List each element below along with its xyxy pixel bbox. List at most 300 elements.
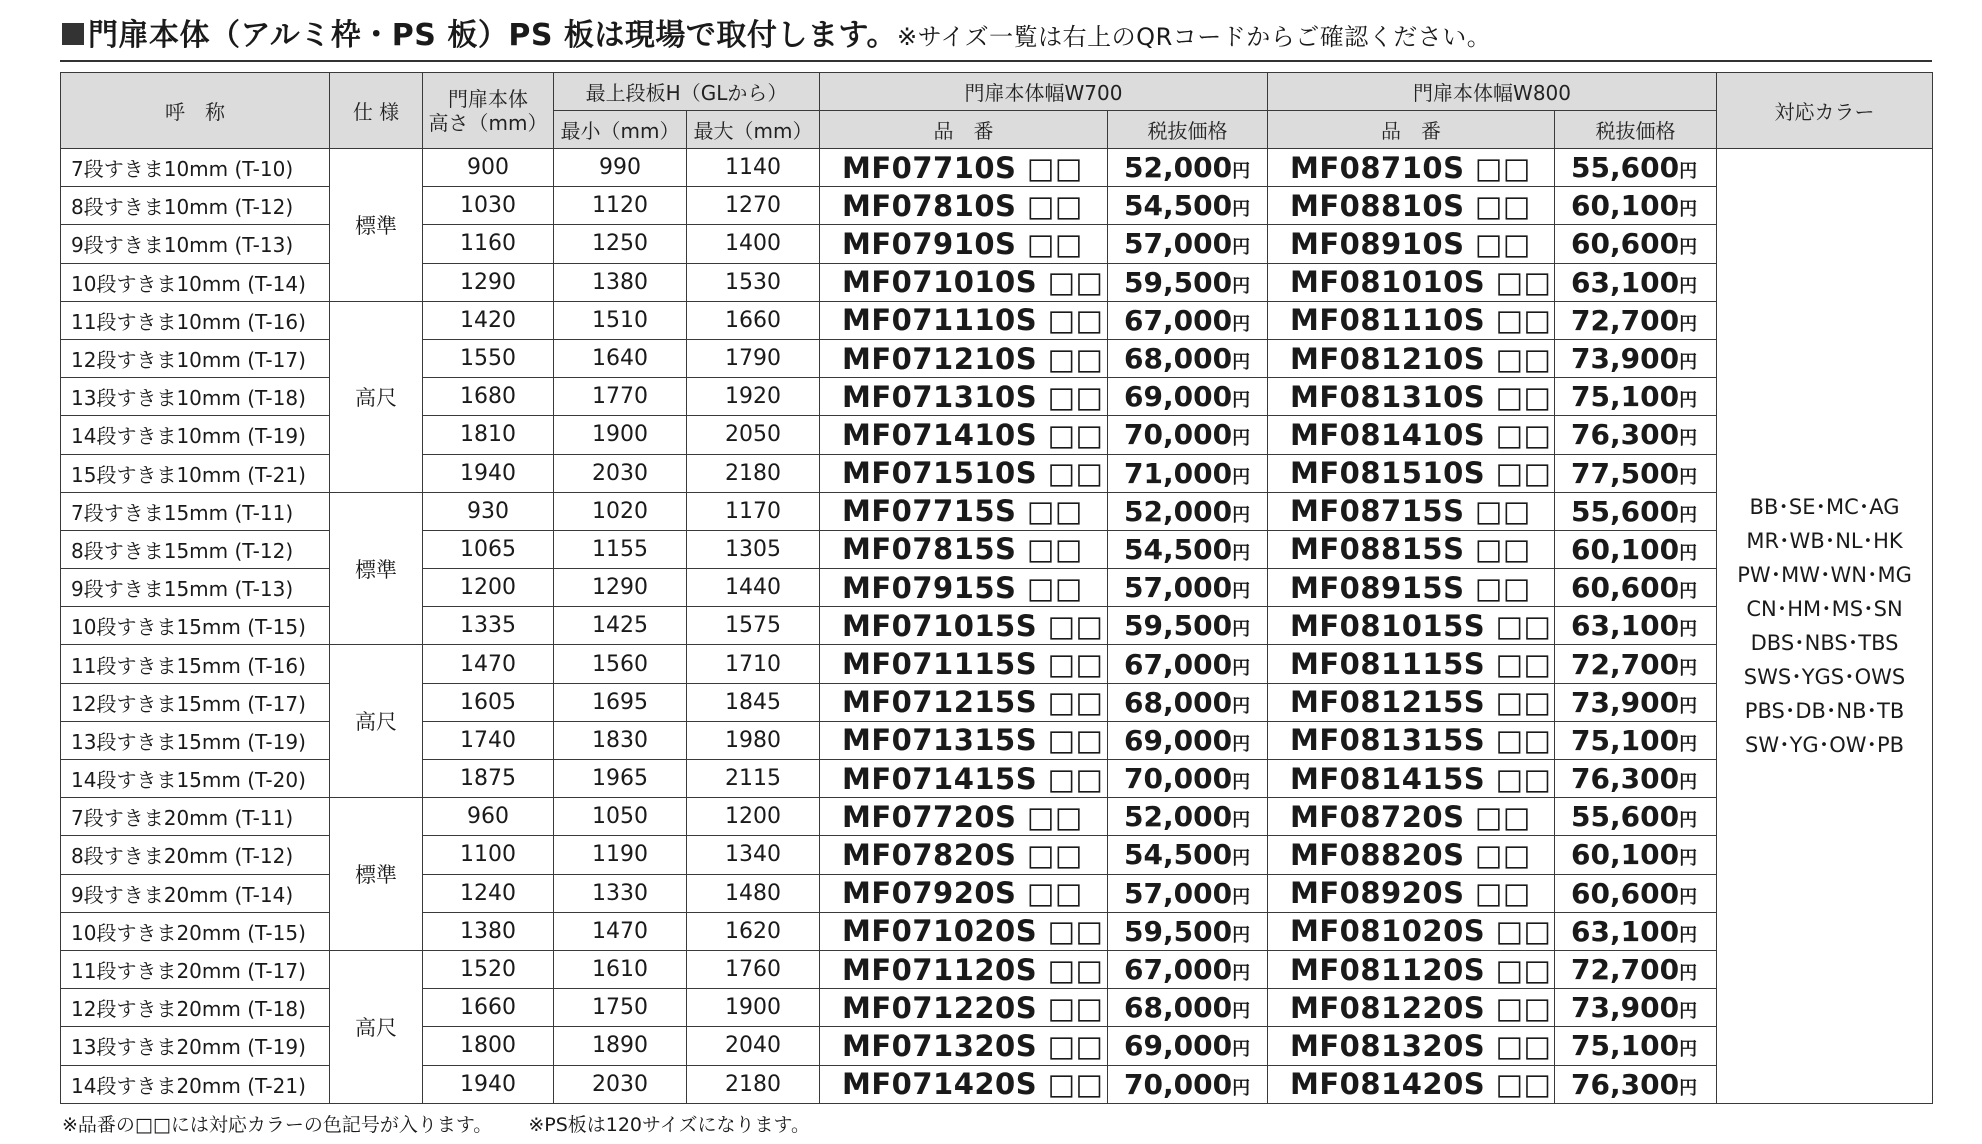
w800-code: MF081415S □□	[1268, 760, 1555, 798]
row-min: 1120	[554, 187, 687, 225]
w700-price	[1108, 645, 1268, 683]
row-max: 2180	[687, 454, 820, 492]
w700-price	[1108, 454, 1268, 492]
w700-code: MF071215S □□	[820, 683, 1108, 721]
price-value: 59,500	[1124, 914, 1233, 948]
row-name: 8段すきま10mm (T-12)	[61, 187, 330, 225]
row-max: 1575	[687, 607, 820, 645]
header-w700-price: 税抜価格	[1108, 111, 1268, 149]
w800-price	[1555, 492, 1717, 530]
row-min: 990	[554, 149, 687, 187]
yen-unit: 円	[1232, 619, 1251, 641]
w700-code: MF07810S □□	[820, 187, 1108, 225]
header-min: 最小（mm）	[554, 111, 687, 149]
price-value: 75,100	[1571, 1029, 1680, 1063]
row-name: 13段すきま15mm (T-19)	[61, 721, 330, 759]
w700-price	[1108, 492, 1268, 530]
price-value: 68,000	[1124, 991, 1233, 1025]
price-value: 60,100	[1571, 838, 1680, 872]
row-name: 14段すきま20mm (T-21)	[61, 1065, 330, 1103]
table-row	[61, 798, 1933, 836]
row-min: 1190	[554, 836, 687, 874]
row-height: 1160	[423, 225, 554, 263]
price-value: 55,600	[1571, 494, 1680, 528]
w800-code: MF081010S □□	[1268, 263, 1555, 301]
row-height: 1940	[423, 454, 554, 492]
yen-unit: 円	[1679, 390, 1698, 412]
w800-price	[1555, 225, 1717, 263]
table-row	[61, 950, 1933, 988]
w700-price	[1108, 187, 1268, 225]
w800-code: MF08815S □□	[1268, 530, 1555, 568]
yen-unit: 円	[1232, 199, 1251, 221]
row-min: 2030	[554, 454, 687, 492]
price-value: 76,300	[1571, 762, 1680, 796]
w700-price	[1108, 760, 1268, 798]
yen-unit: 円	[1232, 161, 1251, 183]
color-list	[1717, 149, 1933, 1104]
row-min: 1330	[554, 874, 687, 912]
w800-price	[1555, 989, 1717, 1027]
yen-unit: 円	[1232, 772, 1251, 794]
yen-unit: 円	[1232, 313, 1251, 335]
yen-unit: 円	[1232, 886, 1251, 908]
price-value: 54,500	[1124, 189, 1233, 223]
yen-unit: 円	[1679, 1077, 1698, 1099]
w800-price	[1555, 187, 1717, 225]
price-value: 67,000	[1124, 647, 1233, 681]
price-value: 72,700	[1571, 303, 1680, 337]
yen-unit: 円	[1232, 1001, 1251, 1023]
row-height: 1335	[423, 607, 554, 645]
price-value: 60,600	[1571, 571, 1680, 605]
price-value: 71,000	[1124, 456, 1233, 490]
header-spec: 仕 様	[330, 73, 423, 149]
w800-code: MF081215S □□	[1268, 683, 1555, 721]
w800-price	[1555, 263, 1717, 301]
yen-unit: 円	[1232, 695, 1251, 717]
w700-price	[1108, 1027, 1268, 1065]
w800-price	[1555, 607, 1717, 645]
row-min: 1250	[554, 225, 687, 263]
row-max: 2115	[687, 760, 820, 798]
row-max: 1900	[687, 989, 820, 1027]
row-name: 7段すきま10mm (T-10)	[61, 149, 330, 187]
yen-unit: 円	[1679, 428, 1698, 450]
row-height: 1100	[423, 836, 554, 874]
w800-code: MF08920S □□	[1268, 874, 1555, 912]
w700-code: MF071120S □□	[820, 950, 1108, 988]
footnotes	[62, 1110, 810, 1137]
color-code-line: CN･HM･MS･SN	[1746, 596, 1903, 621]
table-row	[61, 149, 1933, 187]
w700-code: MF071320S □□	[820, 1027, 1108, 1065]
w800-price	[1555, 950, 1717, 988]
w800-price	[1555, 149, 1717, 187]
w700-code: MF07820S □□	[820, 836, 1108, 874]
yen-unit: 円	[1232, 352, 1251, 374]
w800-code: MF081410S □□	[1268, 416, 1555, 454]
row-height: 1420	[423, 301, 554, 339]
w800-code: MF08915S □□	[1268, 569, 1555, 607]
w700-code: MF071020S □□	[820, 912, 1108, 950]
row-max: 1170	[687, 492, 820, 530]
w800-price	[1555, 798, 1717, 836]
header-colors: 対応カラー	[1717, 73, 1933, 149]
row-min: 1020	[554, 492, 687, 530]
price-value: 69,000	[1124, 723, 1233, 757]
price-value: 68,000	[1124, 342, 1233, 376]
row-max: 1140	[687, 149, 820, 187]
yen-unit: 円	[1679, 161, 1698, 183]
yen-unit: 円	[1232, 275, 1251, 297]
row-min: 1380	[554, 263, 687, 301]
w700-code: MF071310S □□	[820, 378, 1108, 416]
row-max: 1620	[687, 912, 820, 950]
w700-code: MF071115S □□	[820, 645, 1108, 683]
row-max: 1530	[687, 263, 820, 301]
w800-price	[1555, 530, 1717, 568]
w800-code: MF08720S □□	[1268, 798, 1555, 836]
price-value: 63,100	[1571, 609, 1680, 643]
w800-price	[1555, 912, 1717, 950]
header-w700-code: 品 番	[820, 111, 1108, 149]
w800-code: MF08715S □□	[1268, 492, 1555, 530]
w700-code: MF071420S □□	[820, 1065, 1108, 1103]
row-height: 1520	[423, 950, 554, 988]
w700-price	[1108, 339, 1268, 377]
yen-unit: 円	[1679, 313, 1698, 335]
row-spec: 標準	[330, 149, 423, 302]
row-min: 1890	[554, 1027, 687, 1065]
header-w800-price: 税抜価格	[1555, 111, 1717, 149]
row-height: 1200	[423, 569, 554, 607]
row-min: 1830	[554, 721, 687, 759]
price-value: 70,000	[1124, 418, 1233, 452]
w700-code: MF071220S □□	[820, 989, 1108, 1027]
price-value: 75,100	[1571, 723, 1680, 757]
price-table	[60, 72, 1933, 1104]
w700-code: MF07910S □□	[820, 225, 1108, 263]
yen-unit: 円	[1679, 733, 1698, 755]
yen-unit: 円	[1232, 504, 1251, 526]
w800-code: MF081320S □□	[1268, 1027, 1555, 1065]
w800-price	[1555, 416, 1717, 454]
price-value: 69,000	[1124, 1029, 1233, 1063]
row-max: 1270	[687, 187, 820, 225]
table-row	[61, 492, 1933, 530]
header-max: 最大（mm）	[687, 111, 820, 149]
price-value: 57,000	[1124, 876, 1233, 910]
row-height: 1065	[423, 530, 554, 568]
yen-unit: 円	[1679, 772, 1698, 794]
price-value: 68,000	[1124, 685, 1233, 719]
row-min: 1510	[554, 301, 687, 339]
yen-unit: 円	[1232, 1077, 1251, 1099]
yen-unit: 円	[1679, 199, 1698, 221]
row-height: 1740	[423, 721, 554, 759]
yen-unit: 円	[1679, 1001, 1698, 1023]
w700-price	[1108, 950, 1268, 988]
row-min: 1965	[554, 760, 687, 798]
w800-code: MF08810S □□	[1268, 187, 1555, 225]
price-value: 54,500	[1124, 532, 1233, 566]
row-spec: 標準	[330, 798, 423, 951]
row-height: 1605	[423, 683, 554, 721]
color-code-line: SWS･YGS･OWS	[1743, 664, 1906, 689]
row-name: 10段すきま15mm (T-15)	[61, 607, 330, 645]
price-value: 76,300	[1571, 418, 1680, 452]
w800-price	[1555, 454, 1717, 492]
w700-price	[1108, 378, 1268, 416]
w800-code: MF081315S □□	[1268, 721, 1555, 759]
price-value: 55,600	[1571, 151, 1680, 185]
color-code-line: DBS･NBS･TBS	[1750, 630, 1899, 655]
price-value: 60,100	[1571, 189, 1680, 223]
yen-unit: 円	[1679, 619, 1698, 641]
w800-code: MF081110S □□	[1268, 301, 1555, 339]
price-value: 73,900	[1571, 342, 1680, 376]
price-value: 60,100	[1571, 532, 1680, 566]
header-height-line2: 高さ（mm）	[428, 110, 548, 135]
price-value: 67,000	[1124, 303, 1233, 337]
price-value: 57,000	[1124, 571, 1233, 605]
yen-unit: 円	[1679, 963, 1698, 985]
row-max: 2180	[687, 1065, 820, 1103]
w700-code: MF071510S □□	[820, 454, 1108, 492]
price-value: 57,000	[1124, 227, 1233, 261]
row-name: 8段すきま15mm (T-12)	[61, 530, 330, 568]
row-name: 13段すきま10mm (T-18)	[61, 378, 330, 416]
yen-unit: 円	[1232, 924, 1251, 946]
yen-unit: 円	[1679, 237, 1698, 259]
w700-price	[1108, 798, 1268, 836]
header-top-board: 最上段板H（GLから）	[554, 73, 820, 111]
w800-code: MF08710S □□	[1268, 149, 1555, 187]
row-max: 1480	[687, 874, 820, 912]
table-row	[61, 301, 1933, 339]
row-name: 12段すきま20mm (T-18)	[61, 989, 330, 1027]
w700-price	[1108, 263, 1268, 301]
w700-code: MF07710S □□	[820, 149, 1108, 187]
yen-unit: 円	[1679, 886, 1698, 908]
w700-code: MF071015S □□	[820, 607, 1108, 645]
header-height	[423, 73, 554, 149]
row-max: 1760	[687, 950, 820, 988]
row-height: 1240	[423, 874, 554, 912]
w800-price	[1555, 301, 1717, 339]
w700-code: MF07920S □□	[820, 874, 1108, 912]
row-name: 9段すきま20mm (T-14)	[61, 874, 330, 912]
row-name: 13段すきま20mm (T-19)	[61, 1027, 330, 1065]
color-code-line: BB･SE･MC･AG	[1749, 494, 1900, 519]
price-value: 59,500	[1124, 609, 1233, 643]
row-height: 1030	[423, 187, 554, 225]
w700-price	[1108, 836, 1268, 874]
w700-code: MF071110S □□	[820, 301, 1108, 339]
footnote-color-code: ※品番の□□には対応カラーの色記号が入ります。	[62, 1114, 493, 1136]
row-min: 1560	[554, 645, 687, 683]
row-height: 1660	[423, 989, 554, 1027]
row-height: 1290	[423, 263, 554, 301]
w700-code: MF07815S □□	[820, 530, 1108, 568]
yen-unit: 円	[1232, 963, 1251, 985]
row-max: 1920	[687, 378, 820, 416]
w700-price	[1108, 874, 1268, 912]
row-max: 1400	[687, 225, 820, 263]
row-max: 1980	[687, 721, 820, 759]
yen-unit: 円	[1232, 428, 1251, 450]
row-max: 1440	[687, 569, 820, 607]
w800-price	[1555, 874, 1717, 912]
w800-price	[1555, 1065, 1717, 1103]
price-value: 73,900	[1571, 685, 1680, 719]
row-max: 2050	[687, 416, 820, 454]
w800-price	[1555, 836, 1717, 874]
row-name: 8段すきま20mm (T-12)	[61, 836, 330, 874]
price-value: 70,000	[1124, 1067, 1233, 1101]
row-name: 7段すきま20mm (T-11)	[61, 798, 330, 836]
yen-unit: 円	[1232, 390, 1251, 412]
yen-unit: 円	[1679, 275, 1698, 297]
row-spec: 高尺	[330, 645, 423, 798]
w700-price	[1108, 530, 1268, 568]
row-min: 1155	[554, 530, 687, 568]
yen-unit: 円	[1232, 542, 1251, 564]
price-value: 60,600	[1571, 876, 1680, 910]
w700-price	[1108, 149, 1268, 187]
header-w800-code: 品 番	[1268, 111, 1555, 149]
row-name: 15段すきま10mm (T-21)	[61, 454, 330, 492]
page-title	[62, 14, 1491, 58]
w800-code: MF081120S □□	[1268, 950, 1555, 988]
row-min: 1470	[554, 912, 687, 950]
w700-code: MF071415S □□	[820, 760, 1108, 798]
yen-unit: 円	[1679, 848, 1698, 870]
header-w700: 門扉本体幅W700	[820, 73, 1268, 111]
price-value: 55,600	[1571, 800, 1680, 834]
w700-price	[1108, 416, 1268, 454]
title-divider	[60, 60, 1932, 62]
w700-price	[1108, 721, 1268, 759]
price-value: 63,100	[1571, 914, 1680, 948]
yen-unit: 円	[1232, 1039, 1251, 1061]
yen-unit: 円	[1679, 504, 1698, 526]
row-name: 11段すきま15mm (T-16)	[61, 645, 330, 683]
row-height: 960	[423, 798, 554, 836]
yen-unit: 円	[1679, 352, 1698, 374]
row-height: 1940	[423, 1065, 554, 1103]
w800-code: MF081220S □□	[1268, 989, 1555, 1027]
price-value: 52,000	[1124, 800, 1233, 834]
yen-unit: 円	[1232, 466, 1251, 488]
row-max: 2040	[687, 1027, 820, 1065]
yen-unit: 円	[1679, 1039, 1698, 1061]
color-code-line: SW･YG･OW･PB	[1745, 732, 1905, 757]
yen-unit: 円	[1232, 237, 1251, 259]
row-max: 1200	[687, 798, 820, 836]
w700-code: MF07715S □□	[820, 492, 1108, 530]
row-name: 10段すきま20mm (T-15)	[61, 912, 330, 950]
yen-unit: 円	[1679, 924, 1698, 946]
row-max: 1340	[687, 836, 820, 874]
w700-code: MF07720S □□	[820, 798, 1108, 836]
w800-code: MF081310S □□	[1268, 378, 1555, 416]
price-value: 72,700	[1571, 953, 1680, 987]
price-value: 69,000	[1124, 380, 1233, 414]
yen-unit: 円	[1232, 848, 1251, 870]
row-min: 1640	[554, 339, 687, 377]
row-height: 1550	[423, 339, 554, 377]
color-code-line: PW･MW･WN･MG	[1737, 562, 1912, 587]
row-min: 1695	[554, 683, 687, 721]
w800-price	[1555, 721, 1717, 759]
w700-code: MF071315S □□	[820, 721, 1108, 759]
w700-code: MF07915S □□	[820, 569, 1108, 607]
row-name: 7段すきま15mm (T-11)	[61, 492, 330, 530]
row-name: 9段すきま15mm (T-13)	[61, 569, 330, 607]
header-height-line1: 門扉本体	[448, 86, 528, 111]
w800-price	[1555, 569, 1717, 607]
row-height: 1380	[423, 912, 554, 950]
row-min: 1610	[554, 950, 687, 988]
row-height: 900	[423, 149, 554, 187]
row-min: 1750	[554, 989, 687, 1027]
row-name: 14段すきま15mm (T-20)	[61, 760, 330, 798]
w700-price	[1108, 569, 1268, 607]
price-value: 54,500	[1124, 838, 1233, 872]
row-min: 2030	[554, 1065, 687, 1103]
price-value: 76,300	[1571, 1067, 1680, 1101]
yen-unit: 円	[1232, 810, 1251, 832]
w700-price	[1108, 683, 1268, 721]
row-min: 1425	[554, 607, 687, 645]
w700-price	[1108, 301, 1268, 339]
w800-code: MF081020S □□	[1268, 912, 1555, 950]
table-row	[61, 645, 1933, 683]
row-spec: 高尺	[330, 301, 423, 492]
w700-code: MF071210S □□	[820, 339, 1108, 377]
yen-unit: 円	[1679, 695, 1698, 717]
row-name: 10段すきま10mm (T-14)	[61, 263, 330, 301]
w800-code: MF081115S □□	[1268, 645, 1555, 683]
row-name: 12段すきま15mm (T-17)	[61, 683, 330, 721]
row-spec: 高尺	[330, 950, 423, 1103]
w800-code: MF081510S □□	[1268, 454, 1555, 492]
row-name: 11段すきま10mm (T-16)	[61, 301, 330, 339]
row-name: 14段すきま10mm (T-19)	[61, 416, 330, 454]
w700-price	[1108, 225, 1268, 263]
row-max: 1305	[687, 530, 820, 568]
w800-price	[1555, 1027, 1717, 1065]
row-min: 1900	[554, 416, 687, 454]
price-value: 75,100	[1571, 380, 1680, 414]
row-name: 12段すきま10mm (T-17)	[61, 339, 330, 377]
w700-price	[1108, 989, 1268, 1027]
w700-price	[1108, 912, 1268, 950]
yen-unit: 円	[1232, 733, 1251, 755]
row-height: 1470	[423, 645, 554, 683]
price-value: 63,100	[1571, 265, 1680, 299]
row-name: 9段すきま10mm (T-13)	[61, 225, 330, 263]
color-code-line: MR･WB･NL･HK	[1746, 528, 1903, 553]
row-min: 1050	[554, 798, 687, 836]
w800-price	[1555, 339, 1717, 377]
w700-price	[1108, 607, 1268, 645]
yen-unit: 円	[1232, 657, 1251, 679]
price-value: 72,700	[1571, 647, 1680, 681]
price-value: 77,500	[1571, 456, 1680, 490]
